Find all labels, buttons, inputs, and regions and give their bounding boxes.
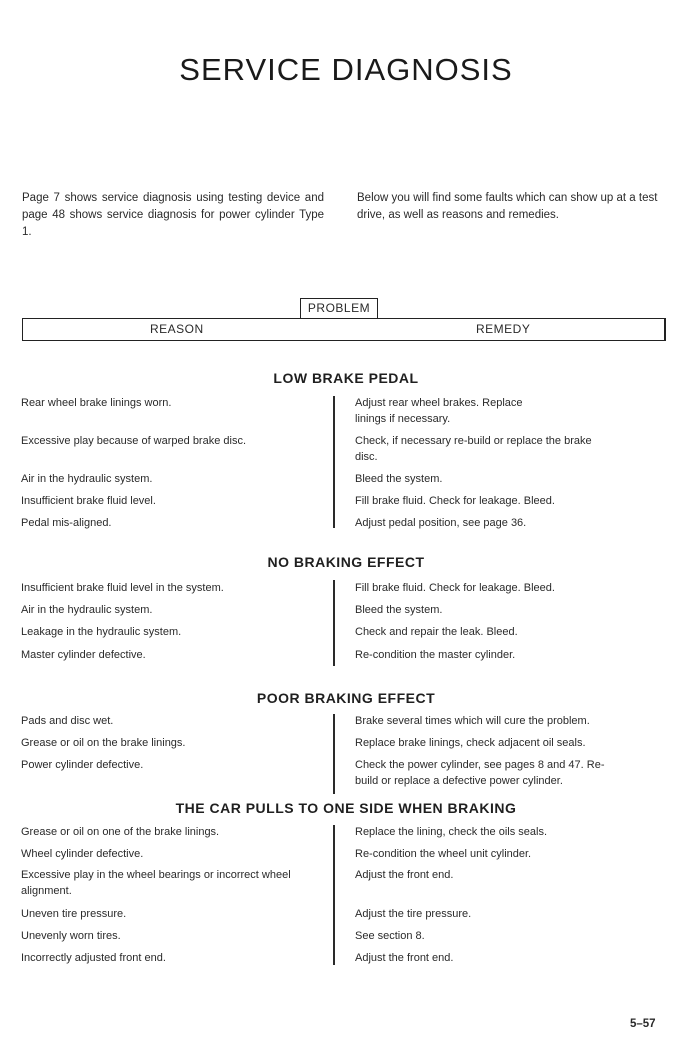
column-divider bbox=[333, 580, 335, 666]
reason-text: Master cylinder defective. bbox=[21, 649, 146, 661]
section-title-car-pulls-to-one-side: THE CAR PULLS TO ONE SIDE WHEN BRAKING bbox=[175, 800, 517, 816]
remedy-text: Bleed the system. bbox=[355, 604, 443, 616]
remedy-column-header: REMEDY bbox=[476, 322, 531, 336]
reason-text: Excessive play in the wheel bearings or incorrect wheel alignment. bbox=[21, 869, 291, 897]
reason-text: Grease or oil on one of the brake linings. bbox=[21, 826, 220, 838]
remedy-text: Adjust the front end. bbox=[355, 952, 454, 964]
reason-text: Unevenly worn tires. bbox=[21, 930, 121, 942]
table-header bbox=[22, 318, 666, 341]
remedy-text: Check and repair the leak. Bleed. bbox=[355, 626, 518, 638]
reason-text: Air in the hydraulic system. bbox=[21, 473, 153, 485]
column-divider bbox=[333, 714, 335, 794]
reason-text: Excessive play because of warped brake disc. bbox=[21, 435, 247, 447]
remedy-text: Re-condition the wheel unit cylinder. bbox=[355, 848, 532, 860]
remedy-text: Replace brake linings, check adjacent oil seals. bbox=[355, 737, 586, 749]
reason-text: Wheel cylinder defective. bbox=[21, 848, 144, 860]
reason-text: Leakage in the hydraulic system. bbox=[21, 626, 182, 638]
page-number: 5–57 bbox=[630, 1018, 656, 1030]
section-title-no-braking-effect: NO BRAKING EFFECT bbox=[267, 554, 425, 570]
remedy-text: Fill brake fluid. Check for leakage. Bleed. bbox=[355, 495, 555, 507]
reason-text: Insufficient brake fluid level. bbox=[21, 495, 156, 507]
remedy-text: Re-condition the master cylinder. bbox=[355, 649, 516, 661]
remedy-text: Fill brake fluid. Check for leakage. Bleed. bbox=[355, 582, 555, 594]
column-divider bbox=[333, 825, 335, 965]
section-title-low-brake-pedal: LOW BRAKE PEDAL bbox=[273, 370, 419, 386]
reason-text: Pads and disc wet. bbox=[21, 715, 114, 727]
reason-text: Power cylinder defective. bbox=[21, 759, 144, 771]
remedy-text: Adjust the tire pressure. bbox=[355, 908, 472, 920]
reason-text: Air in the hydraulic system. bbox=[21, 604, 153, 616]
remedy-text: Adjust the front end. bbox=[355, 869, 454, 881]
intro-right-paragraph: Below you will find some faults which can show up at a test drive, as well as reasons and remedies. bbox=[357, 192, 658, 221]
remedy-text: Replace the lining, check the oils seals. bbox=[355, 826, 547, 838]
reason-column-header: REASON bbox=[150, 322, 204, 336]
remedy-text: Brake several times which will cure the problem. bbox=[355, 715, 590, 727]
remedy-text: Check, if necessary re-build or replace the brake disc. bbox=[355, 435, 592, 463]
reason-text: Pedal mis-aligned. bbox=[21, 517, 112, 529]
intro-left-paragraph: Page 7 shows service diagnosis using testing device and page 48 shows service diagnosis for power cylinder Type 1. bbox=[22, 192, 324, 238]
problem-label: PROBLEM bbox=[300, 298, 378, 318]
remedy-text: Adjust rear wheel brakes. Replace linings if necessary. bbox=[355, 397, 523, 425]
reason-text: Rear wheel brake linings worn. bbox=[21, 397, 172, 409]
column-divider bbox=[333, 396, 335, 528]
remedy-text: Bleed the system. bbox=[355, 473, 443, 485]
remedy-text: Adjust pedal position, see page 36. bbox=[355, 517, 527, 529]
remedy-text: Check the power cylinder, see pages 8 and 47. Re-build or replace a defective power cylinder. bbox=[355, 759, 605, 787]
reason-text: Uneven tire pressure. bbox=[21, 908, 127, 920]
reason-text: Incorrectly adjusted front end. bbox=[21, 952, 166, 964]
page-title: SERVICE DIAGNOSIS bbox=[179, 52, 513, 87]
remedy-text: See section 8. bbox=[355, 930, 425, 942]
reason-text: Grease or oil on the brake linings. bbox=[21, 737, 186, 749]
section-title-poor-braking-effect: POOR BRAKING EFFECT bbox=[256, 690, 436, 706]
reason-text: Insufficient brake fluid level in the system. bbox=[21, 582, 224, 594]
